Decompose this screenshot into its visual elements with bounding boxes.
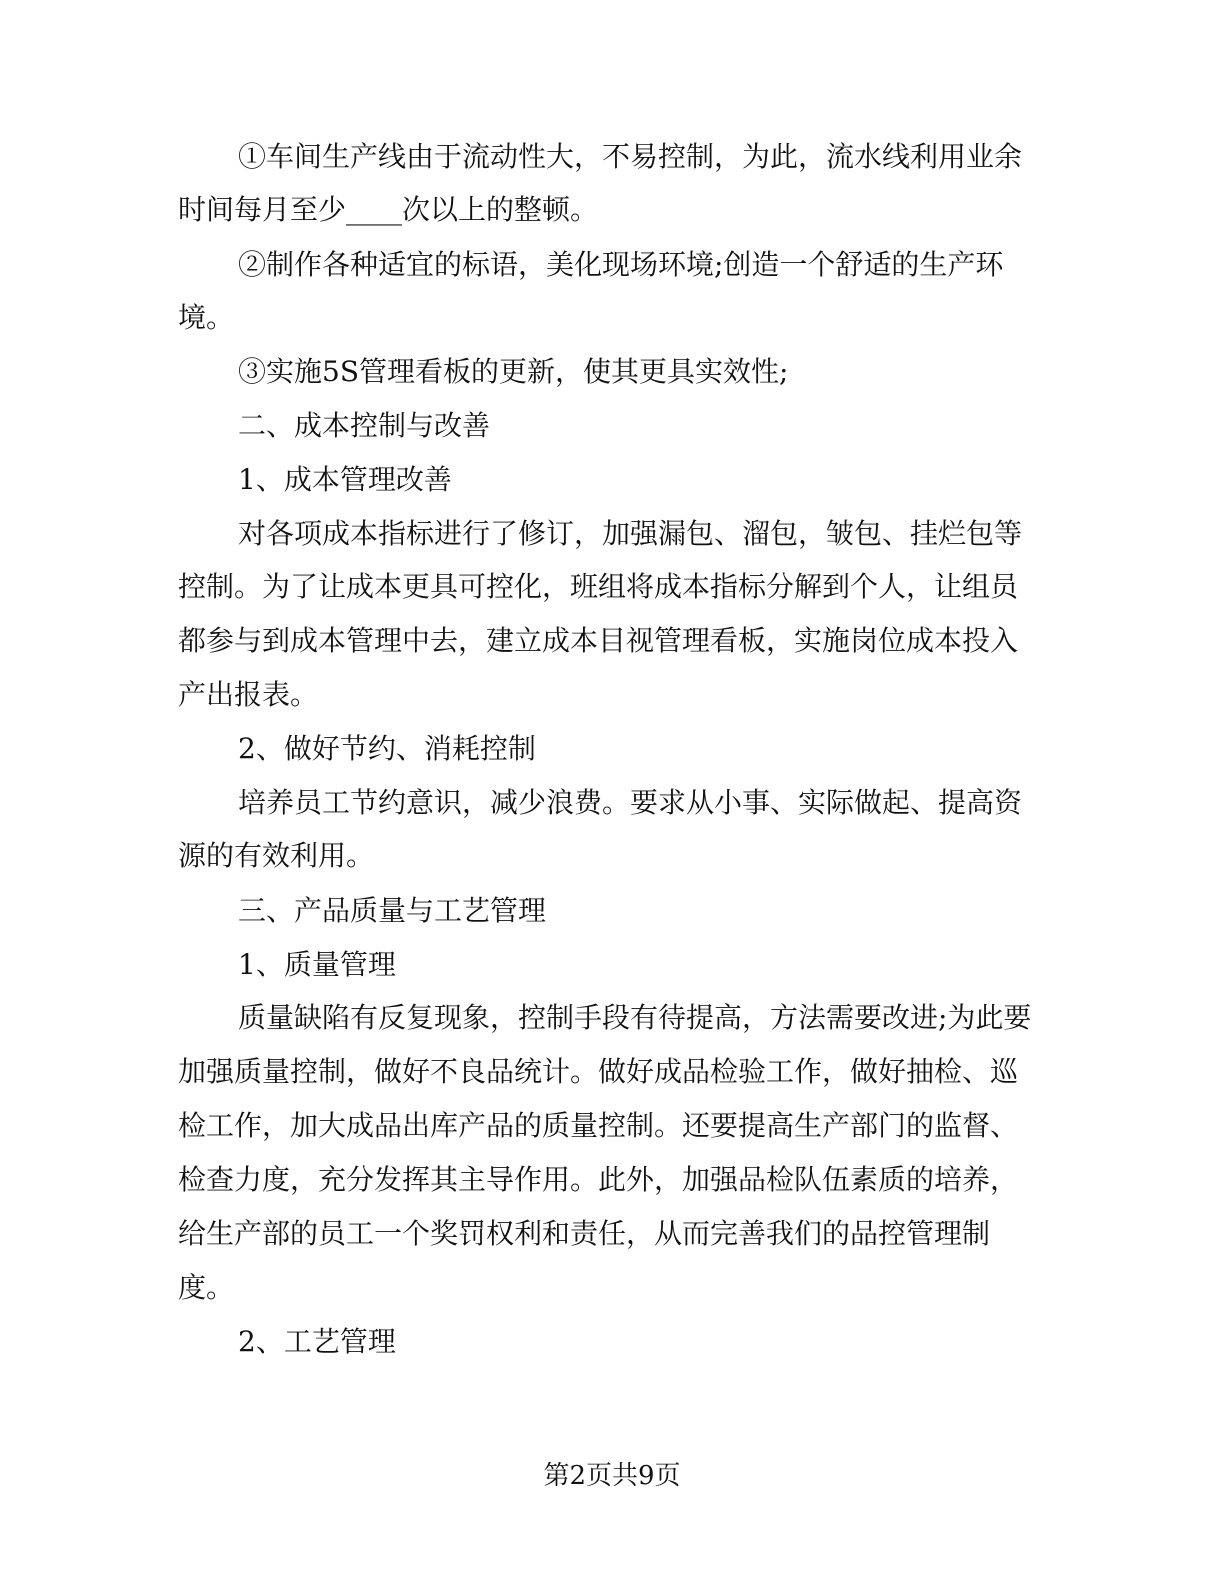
subsection-heading: 2、做好节约、消耗控制 <box>238 732 536 765</box>
text-line: ①车间生产线由于流动性大，不易控制，为此，流水线利用业余 <box>238 140 1023 173</box>
subsection-heading: 1、成本管理改善 <box>238 463 452 496</box>
text-line: 都参与到成本管理中去，建立成本目视管理看板，实施岗位成本投入 <box>178 624 1019 657</box>
page-number-footer: 第2页共9页 <box>543 1461 681 1491</box>
text-line: 时间每月至少____次以上的整顿。 <box>178 193 599 226</box>
text-line: 境。 <box>178 301 235 334</box>
text-line: 源的有效利用。 <box>178 839 375 872</box>
text-line: 检工作，加大成品出库产品的质量控制。还要提高生产部门的监督、 <box>178 1109 1019 1142</box>
text-line: ③实施5S管理看板的更新，使其更具实效性; <box>238 355 789 388</box>
subsection-heading: 2、工艺管理 <box>238 1325 396 1358</box>
text-line: 对各项成本指标进行了修订，加强漏包、溜包，皱包、挂烂包等 <box>238 517 1023 550</box>
text-line: 给生产部的员工一个奖罚权利和责任，从而完善我们的品控管理制 <box>178 1217 991 1250</box>
section-heading: 二、成本控制与改善 <box>238 409 491 442</box>
text-line: 加强质量控制，做好不良品统计。做好成品检验工作，做好抽检、巡 <box>178 1055 1019 1088</box>
subsection-heading: 1、质量管理 <box>238 948 396 981</box>
text-line: 产出报表。 <box>178 678 319 711</box>
text-line: 质量缺陷有反复现象，控制手段有待提高，方法需要改进;为此要 <box>238 1001 1032 1034</box>
section-heading: 三、产品质量与工艺管理 <box>238 894 547 927</box>
text-line: 控制。为了让成本更具可控化，班组将成本指标分解到个人，让组员 <box>178 570 1019 603</box>
text-line: 培养员工节约意识，减少浪费。要求从小事、实际做起、提高资 <box>238 786 1023 819</box>
text-line: ②制作各种适宜的标语，美化现场环境;创造一个舒适的生产环 <box>238 248 1004 281</box>
text-line: 检查力度，充分发挥其主导作用。此外，加强品检队伍素质的培养， <box>178 1163 1019 1196</box>
text-line: 度。 <box>178 1271 235 1304</box>
